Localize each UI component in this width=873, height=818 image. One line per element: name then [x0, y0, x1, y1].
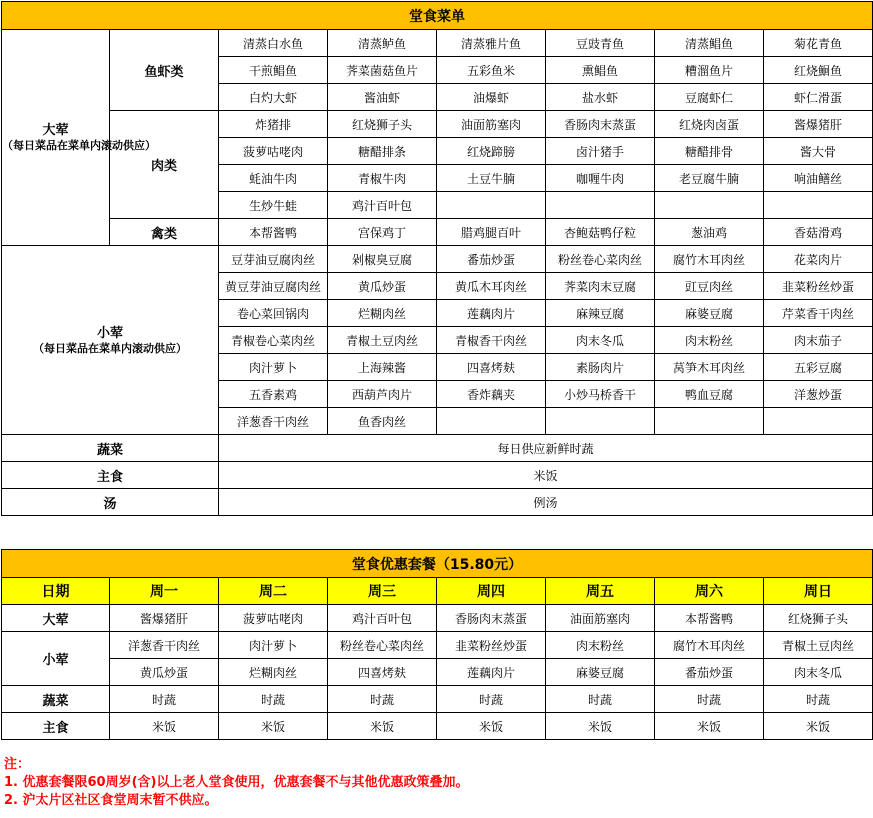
- dish-cell: 红烧肉卤蛋: [655, 111, 764, 138]
- set-dish-cell: 时蔬: [655, 686, 764, 713]
- dish-cell: 油面筋塞肉: [437, 111, 546, 138]
- set-staple-label: 主食: [2, 713, 110, 740]
- fish-subcategory: 鱼虾类: [110, 30, 219, 111]
- dish-cell: 荠菜菌菇鱼片: [328, 57, 437, 84]
- dish-cell: 黄瓜木耳肉丝: [437, 273, 546, 300]
- xiaohun-category: [2, 246, 219, 435]
- dish-cell: 卤汁猪手: [546, 138, 655, 165]
- dish-cell: 素肠肉片: [546, 354, 655, 381]
- category-note: （每日菜品在菜单内滚动供应）: [33, 341, 187, 355]
- dish-cell: 洋葱香干肉丝: [219, 408, 328, 435]
- dish-cell: 虾仁滑蛋: [764, 84, 873, 111]
- dish-cell: [764, 192, 873, 219]
- dish-cell: 清蒸雅片鱼: [437, 30, 546, 57]
- notes: [4, 756, 468, 810]
- set-dish-cell: 肉末冬瓜: [764, 659, 873, 686]
- set-dish-cell: 红烧狮子头: [764, 605, 873, 632]
- dish-cell: 糖醋排骨: [655, 138, 764, 165]
- category-note: （每日菜品在菜单内滚动供应）: [2, 139, 156, 152]
- dish-cell: 豆腐虾仁: [655, 84, 764, 111]
- set-dish-cell: 菠萝咕咾肉: [219, 605, 328, 632]
- dish-cell: 青椒牛肉: [328, 165, 437, 192]
- dish-cell: 烂糊肉丝: [328, 300, 437, 327]
- category-main-label: 大荤: [42, 123, 69, 138]
- dish-cell: 盐水虾: [546, 84, 655, 111]
- dish-cell: 炸猪排: [219, 111, 328, 138]
- dish-cell: 卷心菜回锅肉: [219, 300, 328, 327]
- dish-cell: 韭菜粉丝炒蛋: [764, 273, 873, 300]
- set-dish-cell: 油面筋塞肉: [546, 605, 655, 632]
- dish-cell: 红烧蹄膀: [437, 138, 546, 165]
- dish-cell: 酱油虾: [328, 84, 437, 111]
- poultry-subcategory: 禽类: [110, 219, 219, 246]
- dish-cell: 上海辣酱: [328, 354, 437, 381]
- dish-cell: 腊鸡腿百叶: [437, 219, 546, 246]
- set-dish-cell: 番茄炒蛋: [655, 659, 764, 686]
- dish-cell: 花菜肉片: [764, 246, 873, 273]
- dish-cell: 杏鲍菇鸭仔粒: [546, 219, 655, 246]
- set-dish-cell: 鸡汁百叶包: [328, 605, 437, 632]
- set-dish-cell: 烂糊肉丝: [219, 659, 328, 686]
- dish-cell: 香菇滑鸡: [764, 219, 873, 246]
- dish-cell: 干煎鲳鱼: [219, 57, 328, 84]
- dish-cell: 肉末茄子: [764, 327, 873, 354]
- dish-cell: 生炒牛蛙: [219, 192, 328, 219]
- dish-cell: 菊花青鱼: [764, 30, 873, 57]
- set-dish-cell: 洋葱香干肉丝: [110, 632, 219, 659]
- dish-cell: 黄豆芽油豆腐肉丝: [219, 273, 328, 300]
- dish-cell: 粉丝卷心菜肉丝: [546, 246, 655, 273]
- dish-cell: 麻辣豆腐: [546, 300, 655, 327]
- dish-cell: 熏鲳鱼: [546, 57, 655, 84]
- dish-cell: 小炒马桥香干: [546, 381, 655, 408]
- set-dish-cell: 黄瓜炒蛋: [110, 659, 219, 686]
- soup-value: 例汤: [219, 489, 873, 516]
- staple-value: 米饭: [219, 462, 873, 489]
- header-day: 周三: [328, 578, 437, 605]
- menu-title: 堂食菜单: [2, 2, 873, 30]
- set-dish-cell: 粉丝卷心菜肉丝: [328, 632, 437, 659]
- set-dazhun-label: 大荤: [2, 605, 110, 632]
- dish-cell: 番茄炒蛋: [437, 246, 546, 273]
- dish-cell: 荠菜肉末豆腐: [546, 273, 655, 300]
- header-date: 日期: [2, 578, 110, 605]
- dish-cell: 肉末冬瓜: [546, 327, 655, 354]
- dish-cell: 咖喱牛肉: [546, 165, 655, 192]
- dish-cell: 清蒸白水鱼: [219, 30, 328, 57]
- dish-cell: 酱大骨: [764, 138, 873, 165]
- notes-heading: 注：: [4, 757, 31, 772]
- header-day: 周二: [219, 578, 328, 605]
- dish-cell: 菠萝咕咾肉: [219, 138, 328, 165]
- dish-cell: 青椒卷心菜肉丝: [219, 327, 328, 354]
- set-meal-table: [1, 549, 873, 740]
- dish-cell: 豆豉青鱼: [546, 30, 655, 57]
- header-day: 周五: [546, 578, 655, 605]
- set-dish-cell: 时蔬: [110, 686, 219, 713]
- category-main-label: 小荤: [96, 325, 123, 341]
- dish-cell: 剁椒臭豆腐: [328, 246, 437, 273]
- set-dish-cell: 时蔬: [437, 686, 546, 713]
- set-dish-cell: 麻婆豆腐: [546, 659, 655, 686]
- dish-cell: 红烧鮰鱼: [764, 57, 873, 84]
- dish-cell: 糟溜鱼片: [655, 57, 764, 84]
- set-dish-cell: 米饭: [328, 713, 437, 740]
- dish-cell: 香肠肉末蒸蛋: [546, 111, 655, 138]
- dish-cell: 香炸藕夹: [437, 381, 546, 408]
- dish-cell: 酱爆猪肝: [764, 111, 873, 138]
- dish-cell: [764, 408, 873, 435]
- dish-cell: 青椒土豆肉丝: [328, 327, 437, 354]
- dish-cell: 油爆虾: [437, 84, 546, 111]
- dish-cell: 本帮酱鸭: [219, 219, 328, 246]
- dish-cell: 鸭血豆腐: [655, 381, 764, 408]
- veg-value: 每日供应新鲜时蔬: [219, 435, 873, 462]
- set-dish-cell: 青椒土豆肉丝: [764, 632, 873, 659]
- set-dish-cell: 肉汁萝卜: [219, 632, 328, 659]
- dish-cell: [437, 408, 546, 435]
- header-day: 周一: [110, 578, 219, 605]
- set-dish-cell: 香肠肉末蒸蛋: [437, 605, 546, 632]
- set-dish-cell: 米饭: [219, 713, 328, 740]
- header-day: 周六: [655, 578, 764, 605]
- set-dish-cell: 四喜烤麸: [328, 659, 437, 686]
- dazhun-category: [2, 30, 156, 246]
- dish-cell: 鱼香肉丝: [328, 408, 437, 435]
- set-meal-title: 堂食优惠套餐（15.80元）: [2, 550, 873, 578]
- dish-cell: [655, 192, 764, 219]
- set-dish-cell: 莲藕肉片: [437, 659, 546, 686]
- set-dish-cell: 米饭: [546, 713, 655, 740]
- dish-cell: 豇豆肉丝: [655, 273, 764, 300]
- set-dish-cell: 时蔬: [546, 686, 655, 713]
- dish-cell: 豆芽油豆腐肉丝: [219, 246, 328, 273]
- set-dish-cell: 米饭: [110, 713, 219, 740]
- set-dish-cell: 韭菜粉丝炒蛋: [437, 632, 546, 659]
- dish-cell: 蚝油牛肉: [219, 165, 328, 192]
- menu-table: [1, 1, 873, 516]
- dish-cell: 老豆腐牛腩: [655, 165, 764, 192]
- dish-cell: 芹菜香干肉丝: [764, 300, 873, 327]
- header-day: 周四: [437, 578, 546, 605]
- dish-cell: 五香素鸡: [219, 381, 328, 408]
- set-veg-label: 蔬菜: [2, 686, 110, 713]
- dish-cell: 黄瓜炒蛋: [328, 273, 437, 300]
- dish-cell: 肉末粉丝: [655, 327, 764, 354]
- dish-cell: 西葫芦肉片: [328, 381, 437, 408]
- set-dish-cell: 肉末粉丝: [546, 632, 655, 659]
- veg-label: 蔬菜: [2, 435, 219, 462]
- meat-subcategory: 肉类: [110, 111, 219, 219]
- dish-cell: 莴笋木耳肉丝: [655, 354, 764, 381]
- set-dish-cell: 米饭: [764, 713, 873, 740]
- dish-cell: 鸡汁百叶包: [328, 192, 437, 219]
- note-line-1: 1. 优惠套餐限60周岁(含)以上老人堂食使用，优惠套餐不与其他优惠政策叠加。: [4, 775, 469, 790]
- set-dish-cell: 时蔬: [328, 686, 437, 713]
- dish-cell: 白灼大虾: [219, 84, 328, 111]
- dish-cell: 葱油鸡: [655, 219, 764, 246]
- dish-cell: 宫保鸡丁: [328, 219, 437, 246]
- dish-cell: 麻婆豆腐: [655, 300, 764, 327]
- dish-cell: [437, 192, 546, 219]
- dish-cell: 五彩鱼米: [437, 57, 546, 84]
- set-dish-cell: 米饭: [655, 713, 764, 740]
- dish-cell: 土豆牛腩: [437, 165, 546, 192]
- set-dish-cell: 本帮酱鸭: [655, 605, 764, 632]
- dish-cell: 清蒸鲈鱼: [328, 30, 437, 57]
- dish-cell: [546, 192, 655, 219]
- dish-cell: 肉汁萝卜: [219, 354, 328, 381]
- set-xiaohun-label: 小荤: [2, 632, 110, 686]
- set-dish-cell: 酱爆猪肝: [110, 605, 219, 632]
- dish-cell: 洋葱炒蛋: [764, 381, 873, 408]
- set-dish-cell: 时蔬: [764, 686, 873, 713]
- set-dish-cell: 时蔬: [219, 686, 328, 713]
- dish-cell: 清蒸鲳鱼: [655, 30, 764, 57]
- soup-label: 汤: [2, 489, 219, 516]
- dish-cell: 红烧狮子头: [328, 111, 437, 138]
- set-dish-cell: 腐竹木耳肉丝: [655, 632, 764, 659]
- dish-cell: 莲藕肉片: [437, 300, 546, 327]
- dish-cell: [546, 408, 655, 435]
- dish-cell: 腐竹木耳肉丝: [655, 246, 764, 273]
- dish-cell: 青椒香干肉丝: [437, 327, 546, 354]
- dish-cell: 四喜烤麸: [437, 354, 546, 381]
- note-line-2: 2. 沪太片区社区食堂周末暂不供应。: [4, 793, 218, 808]
- dish-cell: 五彩豆腐: [764, 354, 873, 381]
- header-day: 周日: [764, 578, 873, 605]
- dish-cell: [655, 408, 764, 435]
- dish-cell: 响油鳝丝: [764, 165, 873, 192]
- staple-label: 主食: [2, 462, 219, 489]
- set-dish-cell: 米饭: [437, 713, 546, 740]
- dish-cell: 糖醋排条: [328, 138, 437, 165]
